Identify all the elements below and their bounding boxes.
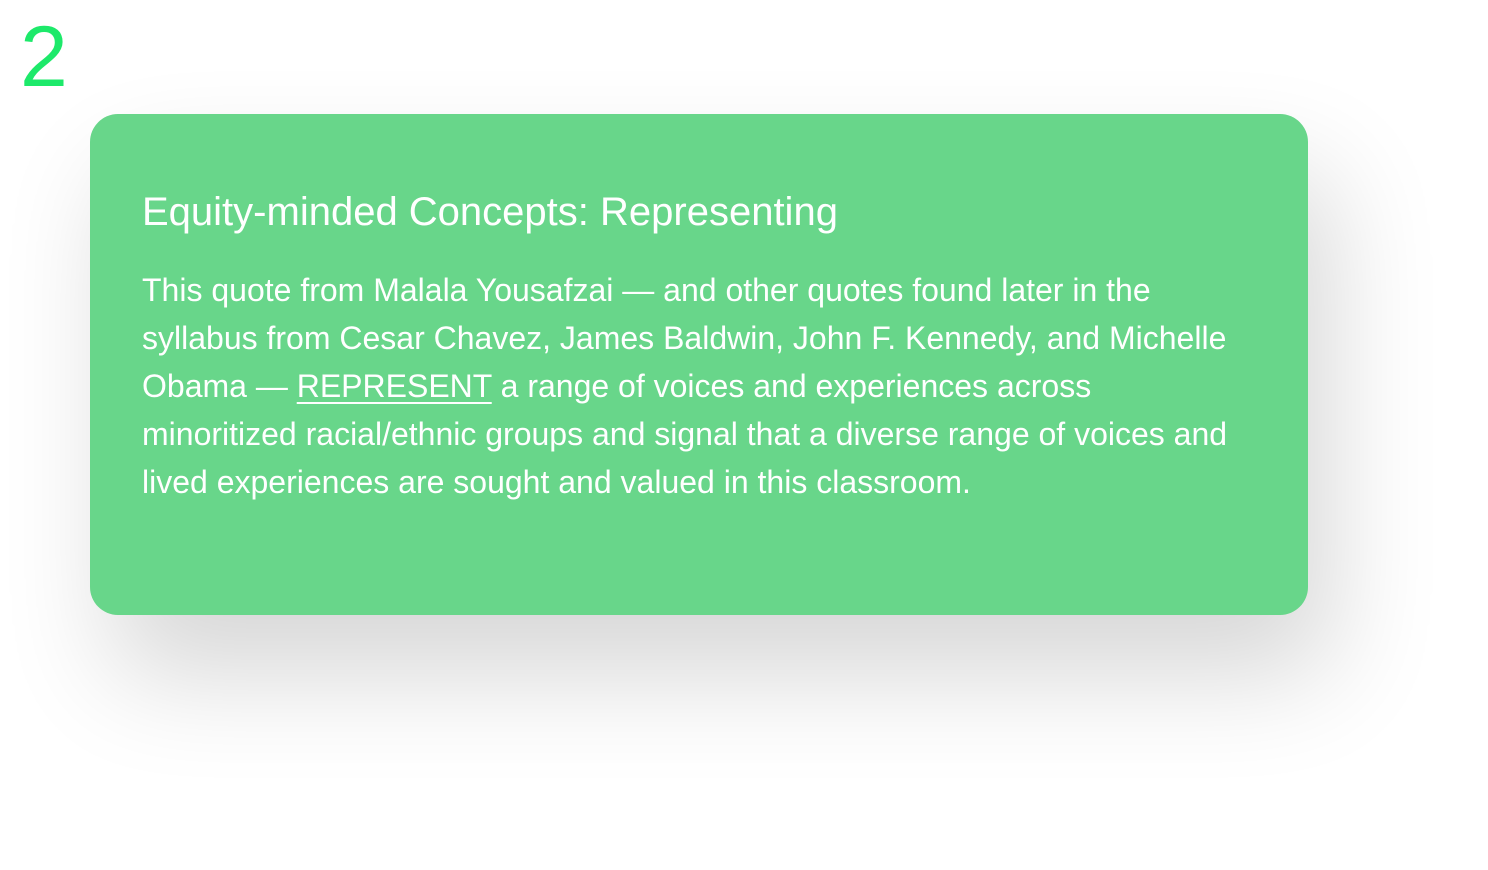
step-number: 2 bbox=[20, 9, 68, 105]
card-body bbox=[142, 266, 1248, 506]
card-body-rest: a range of voices and experiences across minoritized racial/ethnic groups and signal that a diverse range of voices and lived experiences are sought and valued in this classroom. bbox=[142, 368, 1228, 500]
card-body-intro: This quote from Malala Yousafzai — and other quotes found later in the syllabus from Cesar Chavez, James Baldwin, John F. Kennedy, and Michelle Obama — bbox=[142, 272, 1227, 404]
represent-keyword: REPRESENT bbox=[296, 368, 492, 404]
card-title: Equity-minded Concepts: Representing bbox=[142, 190, 838, 234]
concept-card bbox=[90, 114, 1308, 615]
